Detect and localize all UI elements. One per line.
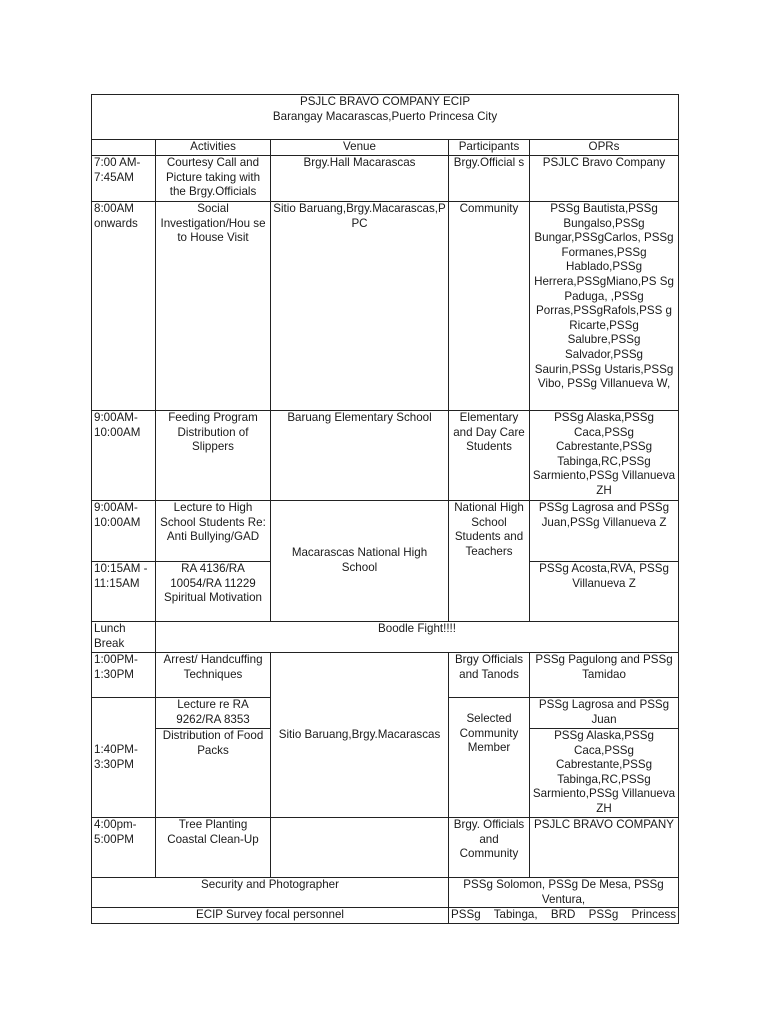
opr-cell: PSSg Bautista,PSSg Bungalso,PSSg Bungar,PSSgCarlos, PSSg Formanes,PSSg Hablado,PSSg Herrera,PSSgMiano,PS Sg Paduga, ,PSSg Porras,PSSgRafols,PSS g Ricarte,PSSg Salubre,PSSg Salvador,PSSg Saurin,PSSg Ustaris,PSSg Vibo, PSSg Villanueva W, — [530, 202, 679, 411]
opr-cell: PSSg Alaska,PSSg Caca,PSSg Cabrestante,PSSg Tabinga,RC,PSSg Sarmiento,PSSg Villanueva ZH — [530, 411, 679, 501]
time-cell: 7:00 AM- 7:45AM — [92, 156, 156, 202]
participants-cell: Brgy. Officials and Community — [449, 818, 530, 878]
activity-cell: Distribution of Food Packs — [156, 729, 271, 818]
time-cell: 1:40PM- 3:30PM — [92, 698, 156, 818]
activity-cell: Arrest/ Handcuffing Techniques — [156, 653, 271, 698]
participants-cell: Brgy Officials and Tanods — [449, 653, 530, 698]
activity-cell: Lecture re RA 9262/RA 8353 — [156, 698, 271, 729]
title-cell — [92, 95, 679, 140]
opr-cell: PSJLC Bravo Company — [530, 156, 679, 202]
venue-cell: Macarascas National High School — [271, 501, 449, 622]
column-header-row — [92, 140, 679, 156]
activity-cell: Social Investigation/Hou se to House Visit — [156, 202, 271, 411]
activity-cell: RA 4136/RA 10054/RA 11229 Spiritual Motivation — [156, 562, 271, 622]
survey-label: ECIP Survey focal personnel — [92, 908, 449, 924]
participants-cell: Selected Community Member — [449, 698, 530, 818]
header-oprs: OPRs — [530, 140, 679, 156]
lunch-row — [92, 622, 679, 653]
document-subtitle: Barangay Macarascas,Puerto Princesa City — [272, 109, 498, 123]
security-value: PSSg Solomon, PSSg De Mesa, PSSg Ventura, — [449, 878, 679, 908]
header-venue: Venue — [271, 140, 449, 156]
table-row — [92, 202, 679, 411]
opr-cell: PSSg Alaska,PSSg Caca,PSSg Cabrestante,PSSg Tabinga,RC,PSSg Sarmiento,PSSg Villanueva ZH — [530, 729, 679, 818]
opr-cell: PSSg Lagrosa and PSSg Juan — [530, 698, 679, 729]
ecip-schedule-table — [91, 94, 679, 924]
time-cell: Lunch Break — [92, 622, 156, 653]
opr-cell: PSJLC BRAVO COMPANY — [530, 818, 679, 878]
footer-row-security — [92, 878, 679, 908]
table-row — [92, 818, 679, 878]
lunch-cell: Boodle Fight!!!! — [156, 622, 679, 653]
opr-cell: PSSg Pagulong and PSSg Tamidao — [530, 653, 679, 698]
opr-cell: PSSg Acosta,RVA, PSSg Villanueva Z — [530, 562, 679, 622]
header-activities: Activities — [156, 140, 271, 156]
venue-cell: Sitio Baruang,Brgy.Macarascas — [271, 653, 449, 818]
venue-cell: Baruang Elementary School — [271, 411, 449, 501]
activity-cell: Feeding Program Distribution of Slippers — [156, 411, 271, 501]
activity-cell: Courtesy Call and Picture taking with the Brgy.Officials — [156, 156, 271, 202]
table-row — [92, 411, 679, 501]
table-row — [92, 156, 679, 202]
table-row — [92, 653, 679, 698]
document-title: PSJLC BRAVO COMPANY ECIP — [299, 95, 471, 108]
time-cell: 10:15AM - 11:15AM — [92, 562, 156, 622]
participants-cell: Brgy.Official s — [449, 156, 530, 202]
opr-cell: PSSg Lagrosa and PSSg Juan,PSSg Villanueva Z — [530, 501, 679, 562]
activity-cell: Lecture to High School Students Re: Anti Bullying/GAD — [156, 501, 271, 562]
header-participants: Participants — [449, 140, 530, 156]
time-cell: 1:00PM- 1:30PM — [92, 653, 156, 698]
footer-row-survey — [92, 908, 679, 924]
venue-cell: Brgy.Hall Macarascas — [271, 156, 449, 202]
venue-cell — [271, 818, 449, 878]
time-cell: 8:00AM onwards — [92, 202, 156, 411]
activity-cell: Tree Planting Coastal Clean-Up — [156, 818, 271, 878]
table-row — [92, 501, 679, 562]
participants-cell: Elementary and Day Care Students — [449, 411, 530, 501]
header-time — [92, 140, 156, 156]
time-cell: 9:00AM- 10:00AM — [92, 411, 156, 501]
participants-cell: Community — [449, 202, 530, 411]
participants-cell: National High School Students and Teachers — [449, 501, 530, 622]
time-cell: 9:00AM- 10:00AM — [92, 501, 156, 562]
venue-cell: Sitio Baruang,Brgy.Macarascas,P PC — [271, 202, 449, 411]
time-cell: 4:00pm- 5:00PM — [92, 818, 156, 878]
security-label: Security and Photographer — [92, 878, 449, 908]
survey-value: PSSg Tabinga, BRD PSSg Princess — [449, 908, 679, 924]
title-row — [92, 95, 679, 140]
